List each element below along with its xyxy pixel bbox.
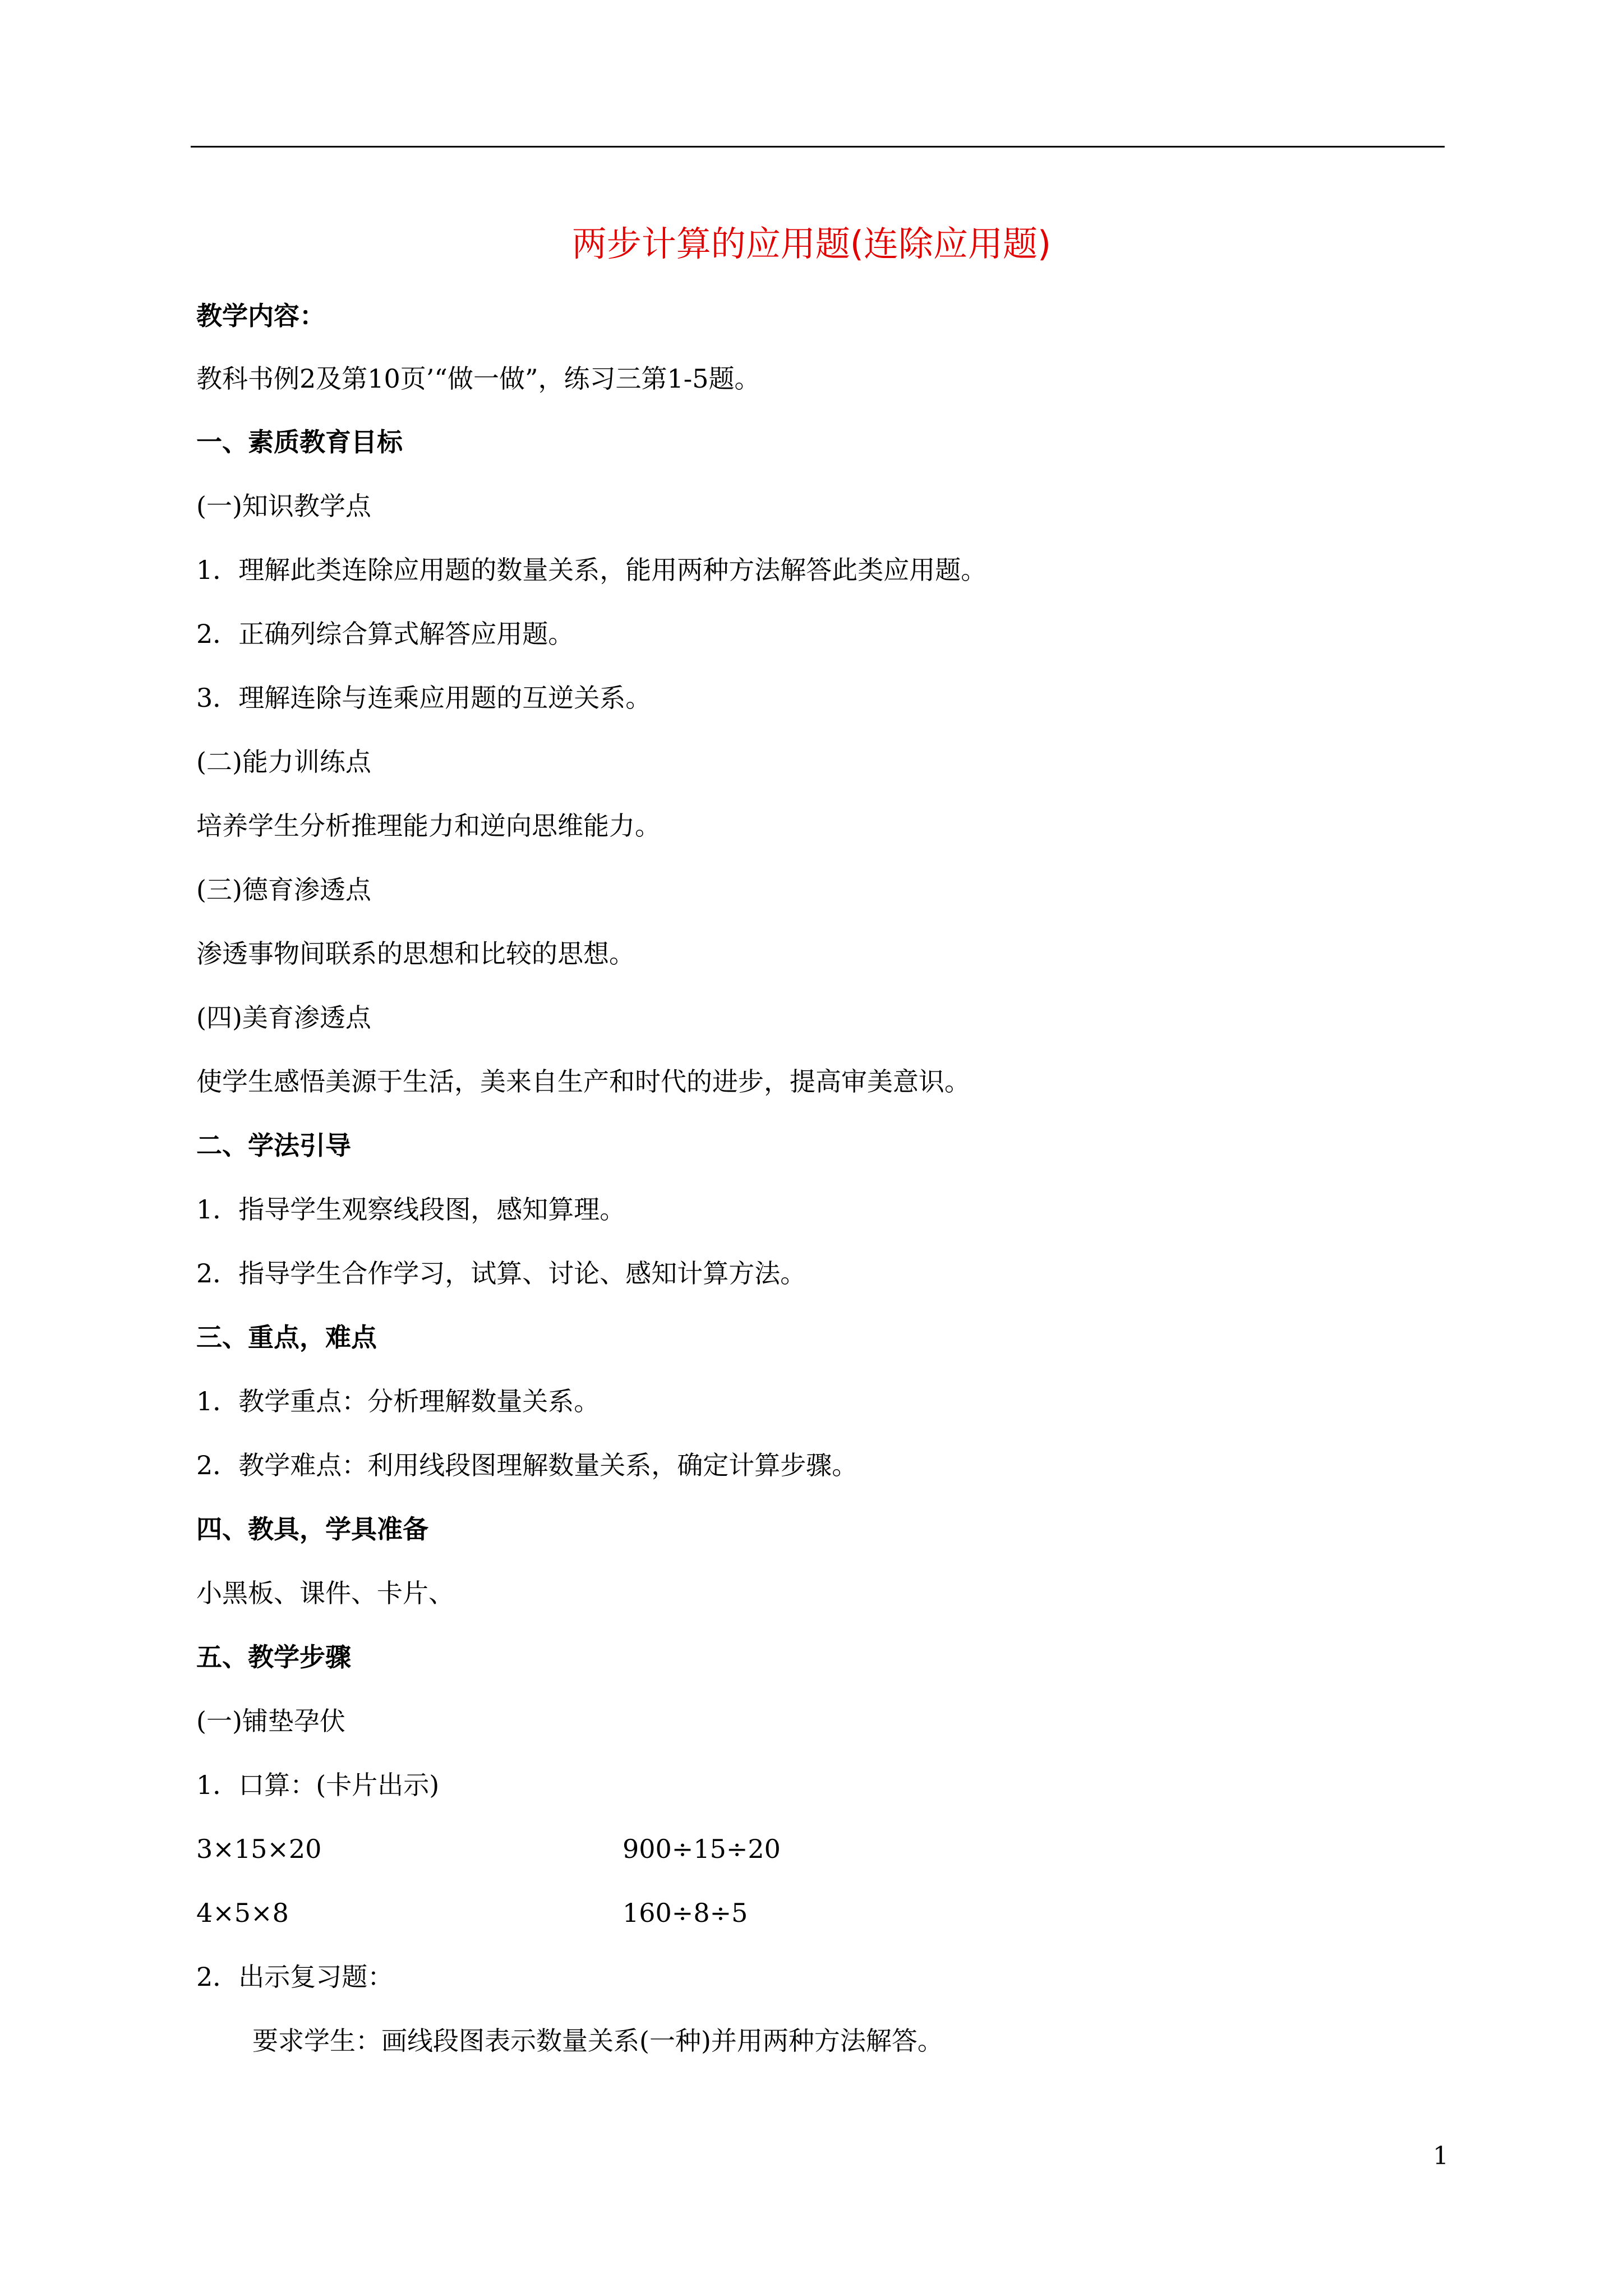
list-item: 1．指导学生观察线段图，感知算理。: [196, 1194, 626, 1225]
list-item: 3．理解连除与连乘应用题的互逆关系。: [196, 683, 652, 713]
section-heading: 一、素质教育目标: [196, 427, 403, 457]
section-heading: 五、教学步骤: [196, 1642, 351, 1672]
page-number: 1: [1433, 2142, 1449, 2170]
calc-expression: 900÷15÷20: [623, 1834, 781, 1864]
paragraph: 渗透事物间联系的思想和比较的思想。: [196, 938, 635, 969]
list-item: 2．出示复习题：: [196, 1962, 394, 1992]
section-heading: 三、重点，难点: [196, 1322, 377, 1352]
page-title: 两步计算的应用题(连除应用题): [571, 223, 1052, 264]
paragraph: 培养学生分析推理能力和逆向思维能力。: [196, 811, 661, 841]
paragraph: 要求学生：画线段图表示数量关系(一种)并用两种方法解答。: [252, 2026, 943, 2056]
subsection-heading: (三)德育渗透点: [196, 875, 371, 905]
list-item: 1．理解此类连除应用题的数量关系，能用两种方法解答此类应用题。: [196, 555, 987, 585]
calc-expression: 3×15×20: [196, 1834, 322, 1864]
list-item: 1．口算：(卡片出示): [196, 1770, 440, 1800]
calc-row: [196, 1896, 748, 1930]
calc-expression: 160÷8÷5: [623, 1898, 748, 1928]
list-item: 2．教学难点：利用线段图理解数量关系，确定计算步骤。: [196, 1450, 858, 1480]
paragraph: 教科书例2及第10页’“做一做”，练习三第1-5题。: [196, 364, 760, 394]
list-item: 1．教学重点：分析理解数量关系。: [196, 1386, 600, 1416]
calc-expression: 4×5×8: [196, 1898, 289, 1928]
header-rule: [191, 146, 1445, 148]
list-item: 2．正确列综合算式解答应用题。: [196, 619, 574, 649]
subsection-heading: (四)美育渗透点: [196, 1002, 371, 1033]
list-item: 2．指导学生合作学习，试算、讨论、感知计算方法。: [196, 1258, 806, 1289]
section-heading: 教学内容：: [196, 301, 325, 331]
section-heading: 二、学法引导: [196, 1130, 351, 1161]
subsection-heading: (二)能力训练点: [196, 747, 371, 777]
paragraph: 使学生感悟美源于生活，美来自生产和时代的进步，提高审美意识。: [196, 1066, 970, 1097]
subsection-heading: (一)知识教学点: [196, 491, 371, 521]
calc-row: [196, 1832, 781, 1866]
subsection-heading: (一)铺垫孕伏: [196, 1706, 345, 1736]
paragraph: 小黑板、课件、卡片、: [196, 1578, 454, 1608]
section-heading: 四、教具，学具准备: [196, 1514, 428, 1544]
